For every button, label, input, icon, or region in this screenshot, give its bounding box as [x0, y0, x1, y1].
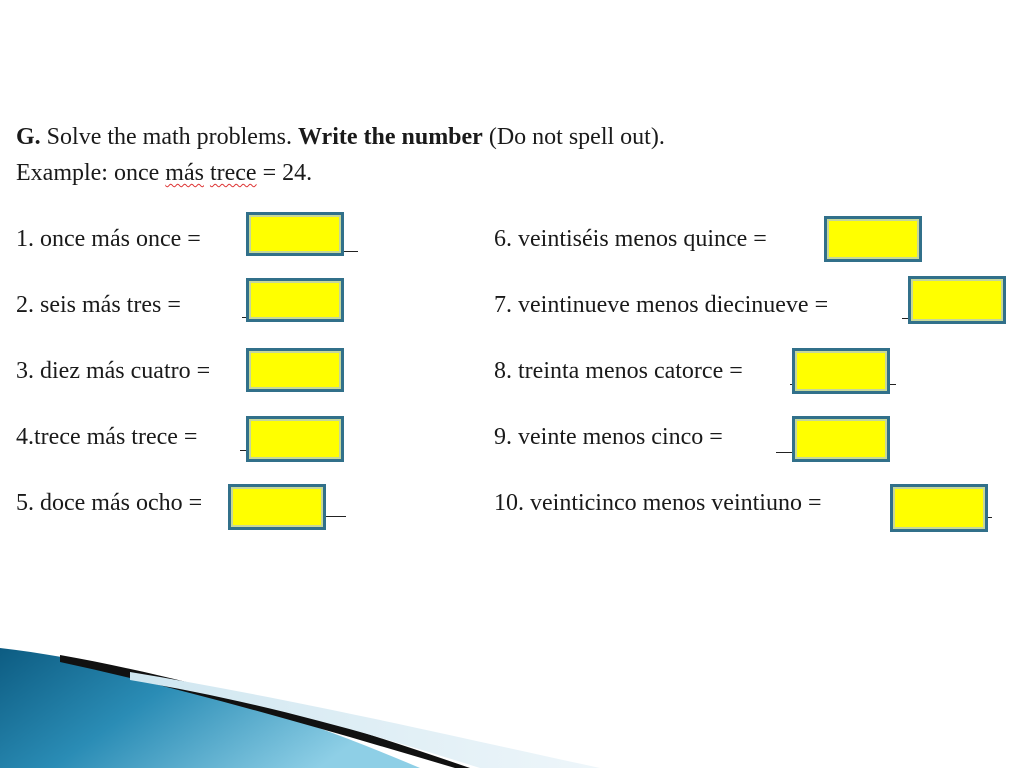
- instructions-note: (Do not spell out).: [482, 124, 665, 150]
- problem-10: 10. veinticinco menos veintiuno =: [494, 490, 822, 516]
- instructions-text: Solve the math problems.: [40, 124, 298, 150]
- example-suffix: = 24.: [256, 160, 313, 186]
- instructions-bold: Write the number: [297, 124, 483, 150]
- problem-5: 5. doce más ocho =: [16, 490, 203, 516]
- problem-6: 6. veintiséis menos quince =: [494, 226, 767, 252]
- problem-3: 3. diez más cuatro =: [16, 358, 211, 384]
- wave-blue-shape: [0, 648, 420, 768]
- example-word-mas: más: [165, 160, 204, 186]
- problem-9: 9. veinte menos cinco =: [494, 424, 723, 450]
- example-word-trece: trece: [209, 160, 257, 186]
- section-letter: G.: [16, 124, 41, 150]
- example-prefix: Example: once: [16, 160, 166, 186]
- problem-2: 2. seis más tres =: [16, 292, 181, 318]
- problem-7: 7. veintinueve menos diecinueve =: [494, 292, 829, 318]
- problem-4: 4.trece más trece =: [16, 424, 198, 450]
- problem-1: 1. once más once =: [16, 226, 201, 252]
- problem-8: 8. treinta menos catorce =: [494, 358, 743, 384]
